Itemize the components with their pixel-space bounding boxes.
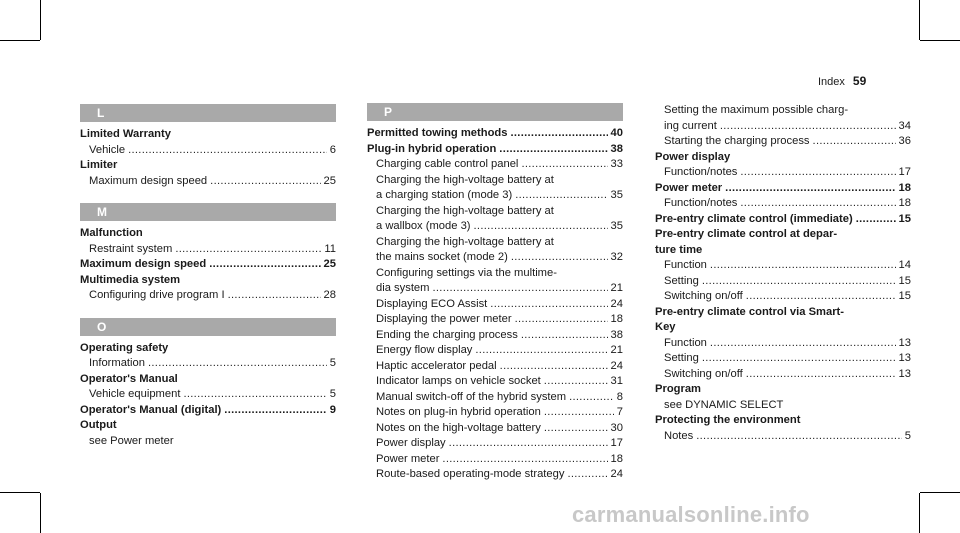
- entry-label: Configuring drive program I: [89, 289, 225, 301]
- leader-dots: [449, 436, 608, 452]
- index-subentry[interactable]: [367, 421, 623, 437]
- index-heading[interactable]: [367, 142, 623, 158]
- index-subentry[interactable]: [367, 343, 623, 359]
- index-subentry[interactable]: [367, 390, 623, 406]
- entry-page-number: 24: [610, 297, 623, 310]
- index-subentry: Charging the high-voltage battery at: [376, 173, 554, 186]
- index-column-3: [655, 103, 911, 444]
- index-subentry[interactable]: [80, 356, 336, 372]
- index-subentry[interactable]: [655, 367, 911, 383]
- index-subentry: Configuring settings via the multime-: [376, 266, 557, 279]
- leader-dots: [499, 142, 607, 158]
- entry-label: Route-based operating-mode strategy: [376, 468, 565, 480]
- index-subentry[interactable]: [655, 274, 911, 290]
- entry-label: Protecting the environment: [655, 414, 801, 426]
- entry-page-number: 24: [610, 359, 623, 372]
- entry-page-number: 18: [898, 181, 911, 194]
- entry-label: Indicator lamps on vehicle socket: [376, 375, 541, 387]
- entry-label: Output: [80, 419, 117, 431]
- index-heading[interactable]: [655, 243, 911, 259]
- leader-dots: [490, 297, 607, 313]
- index-subentry: Charging the high-voltage battery at: [376, 235, 554, 248]
- entry-label: Displaying the power meter: [376, 313, 512, 325]
- entry-label: Maximum design speed: [80, 258, 207, 270]
- leader-dots: [228, 288, 321, 304]
- entry-page-number: 33: [610, 158, 623, 170]
- leader-dots: [128, 143, 327, 159]
- leader-dots: [740, 196, 895, 212]
- entry-page-number: 18: [610, 452, 623, 465]
- index-heading[interactable]: [80, 418, 336, 434]
- entry-page-number: 17: [898, 166, 911, 178]
- index-heading: Pre-entry climate control at depar-: [655, 228, 838, 240]
- entry-label: Operator's Manual (digital): [80, 403, 222, 416]
- page-number: 59: [852, 74, 867, 88]
- entry-label: Power display: [376, 437, 446, 449]
- leader-dots: [175, 242, 321, 258]
- index-heading[interactable]: [80, 273, 336, 289]
- leader-dots: [702, 351, 896, 367]
- crop-mark: [0, 40, 40, 41]
- entry-page-number: 25: [323, 174, 336, 187]
- entry-label: Plug-in hybrid operation: [367, 142, 497, 155]
- section-gap: [80, 304, 336, 318]
- entry-label: Maximum design speed: [89, 174, 208, 187]
- crop-mark: [0, 492, 40, 493]
- entry-page-number: 17: [610, 437, 623, 449]
- entry-page-number: 5: [904, 429, 911, 442]
- index-subentry[interactable]: [367, 312, 623, 328]
- index-subentry[interactable]: [367, 359, 623, 375]
- entry-label: Setting: [664, 274, 699, 287]
- entry-page-number: 13: [898, 367, 911, 380]
- entry-label: Vehicle: [89, 143, 126, 156]
- entry-label: Multimedia system: [80, 273, 181, 286]
- index-subentry[interactable]: [655, 289, 911, 305]
- letter-heading: L: [80, 104, 336, 122]
- entry-label: Power display: [655, 150, 731, 163]
- index-heading[interactable]: [655, 382, 911, 398]
- index-heading[interactable]: [655, 320, 911, 336]
- entry-label: Function: [664, 259, 707, 271]
- entry-page-number: 40: [610, 127, 623, 139]
- crop-mark: [920, 492, 960, 493]
- entry-label: Key: [655, 321, 676, 333]
- entry-label: Starting the charging process: [664, 135, 810, 147]
- entry-label: Displaying ECO Assist: [376, 297, 488, 310]
- crop-mark: [919, 0, 920, 40]
- leader-dots: [442, 452, 607, 468]
- index-column-2: [367, 103, 623, 483]
- leader-dots: [710, 258, 896, 274]
- leader-dots: [813, 134, 896, 150]
- index-heading[interactable]: [80, 226, 336, 242]
- leader-dots: [224, 403, 326, 419]
- index-heading[interactable]: [655, 212, 911, 228]
- page-header: [818, 74, 866, 88]
- entry-label: Energy flow display: [376, 344, 473, 356]
- leader-dots: [740, 165, 895, 181]
- index-subentry: see DYNAMIC SELECT: [664, 398, 784, 411]
- index-subentry[interactable]: [655, 336, 911, 352]
- entry-page-number: 6: [329, 143, 336, 156]
- index-heading[interactable]: [367, 126, 623, 142]
- entry-label: Operating safety: [80, 341, 169, 354]
- leader-dots: [515, 188, 607, 204]
- index-subentry[interactable]: [655, 351, 911, 367]
- entry-label: Notes on the high-voltage battery: [376, 421, 541, 434]
- entry-page-number: 13: [898, 336, 911, 349]
- watermark: carmanualsonline.info: [572, 502, 810, 527]
- leader-dots: [569, 390, 614, 406]
- index-subentry[interactable]: [367, 467, 623, 483]
- index-subentry[interactable]: [655, 134, 911, 150]
- leader-dots: [500, 359, 608, 375]
- entry-page-number: 21: [610, 344, 623, 356]
- section-title: Index: [818, 76, 845, 88]
- entry-label: Manual switch-off of the hybrid system: [376, 390, 567, 403]
- leader-dots: [544, 405, 614, 421]
- entry-label: Haptic accelerator pedal: [376, 359, 497, 372]
- leader-dots: [515, 312, 608, 328]
- index-subentry[interactable]: [655, 119, 911, 135]
- entry-label: Switching on/off: [664, 367, 743, 380]
- index-subentry[interactable]: [367, 157, 623, 173]
- entry-page-number: 21: [610, 282, 623, 294]
- index-subentry[interactable]: [367, 436, 623, 452]
- entry-label: Limiter: [80, 159, 118, 171]
- entry-label: a charging station (mode 3): [376, 189, 513, 201]
- index-heading[interactable]: [80, 341, 336, 357]
- index-subentry[interactable]: [367, 452, 623, 468]
- entry-label: ing current: [664, 119, 717, 132]
- index-subentry: Charging the high-voltage battery at: [376, 204, 554, 217]
- entry-label: Information: [89, 357, 145, 369]
- entry-label: dia system: [376, 282, 430, 294]
- entry-label: Permitted towing methods: [367, 127, 508, 139]
- leader-dots: [720, 119, 896, 135]
- entry-page-number: 32: [610, 251, 623, 263]
- index-subentry[interactable]: [80, 288, 336, 304]
- leader-dots: [856, 212, 896, 228]
- leader-dots: [696, 429, 902, 445]
- entry-page-number: 34: [898, 119, 911, 132]
- entry-page-number: 24: [610, 468, 623, 480]
- leader-dots: [544, 421, 608, 437]
- entry-page-number: 25: [323, 258, 336, 270]
- index-subentry[interactable]: [80, 174, 336, 190]
- leader-dots: [510, 126, 607, 142]
- entry-page-number: 15: [898, 274, 911, 287]
- leader-dots: [210, 174, 320, 190]
- index-subentry[interactable]: [655, 429, 911, 445]
- entry-label: Ending the charging process: [376, 328, 518, 341]
- entry-label: Function/notes: [664, 166, 738, 178]
- entry-page-number: 5: [329, 388, 336, 400]
- entry-label: Operator's Manual: [80, 372, 178, 385]
- crop-mark: [40, 0, 41, 40]
- index-subentry: Setting the maximum possible charg-: [664, 104, 849, 116]
- entry-page-number: 15: [898, 212, 911, 225]
- leader-dots: [567, 467, 607, 483]
- entry-label: Power meter: [655, 181, 723, 194]
- entry-page-number: 13: [898, 352, 911, 364]
- crop-mark: [919, 493, 920, 533]
- leader-dots: [432, 281, 607, 297]
- index-heading[interactable]: [80, 372, 336, 388]
- entry-label: Limited Warranty: [80, 128, 171, 140]
- entry-label: Notes: [664, 429, 694, 442]
- entry-page-number: 30: [610, 421, 623, 434]
- index-subentry[interactable]: [80, 143, 336, 159]
- entry-page-number: 18: [610, 313, 623, 325]
- index-subentry[interactable]: [367, 219, 623, 235]
- index-subentry[interactable]: [367, 281, 623, 297]
- leader-dots: [702, 274, 896, 290]
- leader-dots: [148, 356, 327, 372]
- index-heading[interactable]: [80, 257, 336, 273]
- leader-dots: [725, 181, 895, 197]
- index-subentry[interactable]: [367, 328, 623, 344]
- entry-page-number: 14: [898, 259, 911, 271]
- entry-page-number: 35: [610, 189, 623, 201]
- entry-label: Setting: [664, 352, 699, 364]
- index-heading: Pre-entry climate control via Smart-: [655, 305, 845, 318]
- entry-page-number: 7: [616, 406, 623, 418]
- index-heading[interactable]: [80, 127, 336, 143]
- leader-dots: [521, 157, 607, 173]
- leader-dots: [710, 336, 896, 352]
- leader-dots: [746, 289, 896, 305]
- leader-dots: [746, 367, 896, 383]
- index-subentry[interactable]: [655, 258, 911, 274]
- index-subentry[interactable]: [655, 165, 911, 181]
- index-heading[interactable]: [655, 181, 911, 197]
- entry-page-number: 9: [329, 403, 336, 416]
- leader-dots: [511, 250, 608, 266]
- index-subentry[interactable]: [80, 242, 336, 258]
- entry-label: Function: [664, 336, 707, 349]
- index-heading[interactable]: [655, 150, 911, 166]
- entry-page-number: 36: [898, 135, 911, 147]
- index-subentry[interactable]: [655, 196, 911, 212]
- entry-label: Program: [655, 383, 702, 395]
- index-heading[interactable]: [80, 403, 336, 419]
- entry-page-number: 11: [324, 242, 336, 255]
- section-gap: [80, 189, 336, 203]
- leader-dots: [209, 257, 320, 273]
- leader-dots: [521, 328, 608, 344]
- entry-page-number: 5: [329, 357, 336, 369]
- index-subentry[interactable]: [367, 188, 623, 204]
- index-subentry[interactable]: [80, 387, 336, 403]
- entry-label: Malfunction: [80, 227, 143, 239]
- entry-label: Vehicle equipment: [89, 388, 181, 400]
- entry-page-number: 28: [323, 289, 336, 301]
- entry-label: Power meter: [376, 452, 440, 465]
- leader-dots: [544, 374, 608, 390]
- leader-dots: [475, 343, 607, 359]
- index-subentry[interactable]: [367, 374, 623, 390]
- letter-heading: M: [80, 203, 336, 221]
- index-subentry[interactable]: [367, 297, 623, 313]
- entry-label: Restraint system: [89, 242, 173, 255]
- letter-heading: P: [367, 103, 623, 121]
- entry-page-number: 35: [610, 220, 623, 232]
- entry-label: ture time: [655, 243, 703, 256]
- leader-dots: [474, 219, 608, 235]
- entry-page-number: 38: [610, 142, 623, 155]
- entry-label: a wallbox (mode 3): [376, 220, 471, 232]
- index-subentry[interactable]: [367, 405, 623, 421]
- entry-label: Charging cable control panel: [376, 158, 519, 170]
- entry-label: Notes on plug-in hybrid operation: [376, 406, 541, 418]
- crop-mark: [40, 493, 41, 533]
- index-heading[interactable]: [655, 413, 911, 429]
- entry-label: the mains socket (mode 2): [376, 251, 508, 263]
- entry-page-number: 38: [610, 328, 623, 341]
- index-heading[interactable]: [80, 158, 336, 174]
- index-subentry: see Power meter: [89, 434, 174, 447]
- index-subentry[interactable]: [367, 250, 623, 266]
- index-column-1: [80, 104, 336, 449]
- crop-mark: [920, 40, 960, 41]
- entry-page-number: 18: [898, 197, 911, 209]
- entry-page-number: 31: [610, 375, 623, 387]
- leader-dots: [183, 387, 326, 403]
- entry-page-number: 15: [898, 290, 911, 302]
- entry-label: Switching on/off: [664, 290, 743, 302]
- entry-page-number: 8: [616, 390, 623, 403]
- entry-label: Pre-entry climate control (immediate): [655, 212, 853, 225]
- letter-heading: O: [80, 318, 336, 336]
- entry-label: Function/notes: [664, 197, 738, 209]
